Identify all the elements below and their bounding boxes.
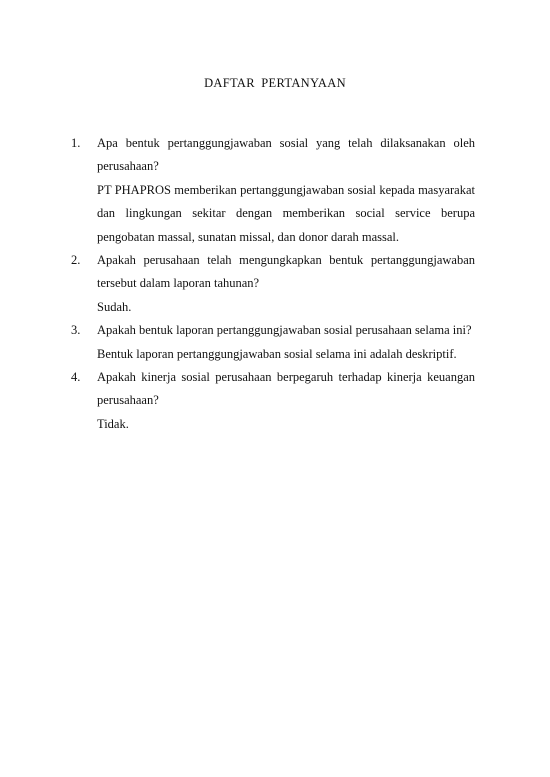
question-list — [71, 132, 475, 436]
question-number: 2. — [71, 253, 81, 268]
answer-text: Bentuk laporan pertanggungjawaban sosial selama ini adalah deskriptif. — [97, 346, 457, 361]
question-body — [97, 319, 475, 366]
question-item-2 — [71, 249, 475, 319]
question-body — [97, 132, 475, 249]
question-text: Apakah bentuk laporan pertanggungjawaban sosial perusahaan selama ini? — [97, 323, 472, 338]
question-number: 4. — [71, 370, 81, 385]
question-body — [97, 249, 475, 319]
question-number: 3. — [71, 323, 81, 338]
question-item-1 — [71, 132, 475, 249]
page-title: DAFTAR PERTANYAAN — [204, 76, 346, 90]
question-text: Apakah kinerja sosial perusahaan berpegaruh terhadap kinerja keuangan perusahaan? — [97, 370, 475, 408]
question-number: 1. — [71, 136, 81, 150]
answer-text: Tidak. — [97, 416, 129, 431]
answer-text: Sudah. — [97, 299, 132, 314]
question-text: Apakah perusahaan telah mengungkapkan bentuk pertanggungjawaban tersebut dalam laporan tahunan? — [97, 253, 475, 291]
question-text: Apa bentuk pertanggungjawaban sosial yang telah dilaksanakan oleh perusahaan? — [97, 136, 475, 174]
answer-text: PT PHAPROS memberikan pertanggungjawaban sosial kepada masyarakat dan lingkungan sekitar dengan memberikan social service berupa pengobatan massal, sunatan missal, dan donor darah massal. — [97, 182, 475, 244]
question-body — [97, 366, 475, 436]
question-item-4 — [71, 366, 475, 436]
question-item-3 — [71, 319, 475, 366]
